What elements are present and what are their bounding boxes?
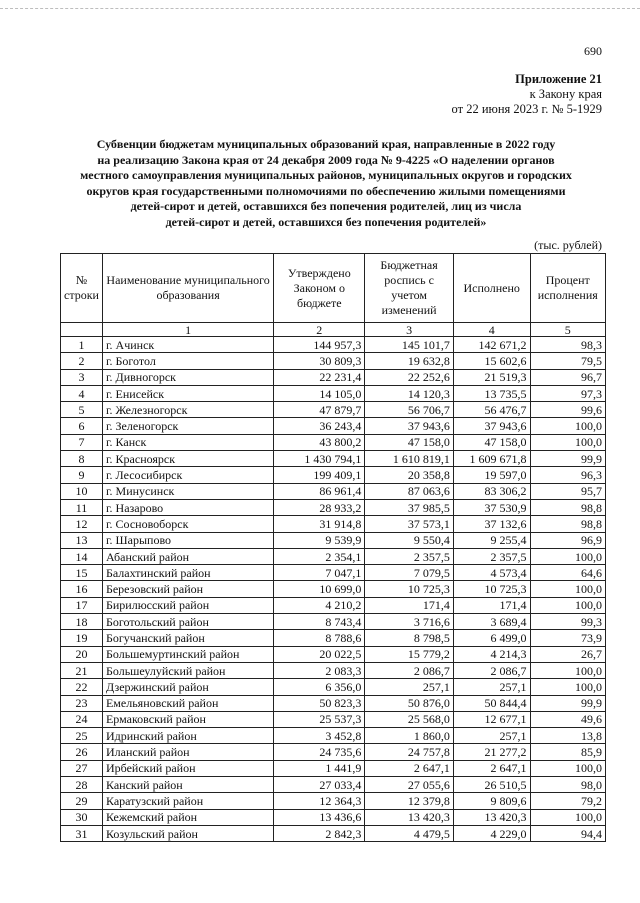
percent-cell: 85,9 [530, 744, 605, 760]
scan-edge-line [0, 8, 640, 10]
row-number-cell: 24 [61, 711, 103, 727]
row-number-cell: 5 [61, 402, 103, 418]
page-number: 690 [584, 44, 602, 58]
header-municipality: Наименование муниципального образования [102, 254, 273, 323]
row-number-cell: 9 [61, 467, 103, 483]
approved-cell: 4 210,2 [274, 597, 365, 613]
percent-cell: 97,3 [530, 385, 605, 401]
row-number-cell: 16 [61, 581, 103, 597]
percent-cell: 99,3 [530, 614, 605, 630]
table-row [61, 581, 606, 597]
budget-schedule-cell: 27 055,6 [365, 777, 454, 793]
table-row [61, 793, 606, 809]
executed-cell: 257,1 [453, 728, 530, 744]
approved-cell: 1 430 794,1 [274, 451, 365, 467]
row-number-cell: 7 [61, 434, 103, 450]
row-number-cell: 25 [61, 728, 103, 744]
municipality-cell: г. Енисейск [102, 385, 273, 401]
percent-cell: 94,4 [530, 825, 605, 841]
executed-cell: 4 573,4 [453, 565, 530, 581]
row-number-cell: 19 [61, 630, 103, 646]
executed-cell: 13 735,5 [453, 385, 530, 401]
percent-cell: 100,0 [530, 597, 605, 613]
table-row [61, 679, 606, 695]
percent-cell: 99,6 [530, 402, 605, 418]
percent-cell: 95,7 [530, 483, 605, 499]
executed-cell: 50 844,4 [453, 695, 530, 711]
executed-cell: 37 132,6 [453, 516, 530, 532]
executed-cell: 3 689,4 [453, 614, 530, 630]
row-number-cell: 27 [61, 760, 103, 776]
municipality-cell: г. Ачинск [102, 337, 273, 353]
approved-cell: 12 364,3 [274, 793, 365, 809]
row-number-cell: 29 [61, 793, 103, 809]
approved-cell: 2 354,1 [274, 548, 365, 564]
table-header-row [61, 254, 606, 323]
executed-cell: 2 357,5 [453, 548, 530, 564]
appendix-title: Приложение 21 [515, 72, 602, 86]
approved-cell: 43 800,2 [274, 434, 365, 450]
table-row [61, 337, 606, 353]
percent-cell: 98,3 [530, 337, 605, 353]
units-label: (тыс. рублей) [534, 238, 602, 252]
percent-cell: 64,6 [530, 565, 605, 581]
row-number-cell: 4 [61, 385, 103, 401]
municipality-cell: Богучанский район [102, 630, 273, 646]
approved-cell: 24 735,6 [274, 744, 365, 760]
table-row [61, 369, 606, 385]
municipality-cell: Емельяновский район [102, 695, 273, 711]
executed-cell: 15 602,6 [453, 353, 530, 369]
row-number-cell: 1 [61, 337, 103, 353]
table-row [61, 744, 606, 760]
budget-schedule-cell: 22 252,6 [365, 369, 454, 385]
executed-cell: 21 519,3 [453, 369, 530, 385]
budget-schedule-cell: 47 158,0 [365, 434, 454, 450]
title-line: местного самоуправления муниципальных районов, муниципальных округов и городских [80, 168, 572, 183]
approved-cell: 25 537,3 [274, 711, 365, 727]
approved-cell: 9 539,9 [274, 532, 365, 548]
municipality-cell: Балахтинский район [102, 565, 273, 581]
executed-cell: 47 158,0 [453, 434, 530, 450]
budget-schedule-cell: 145 101,7 [365, 337, 454, 353]
appendix-date: от 22 июня 2023 г. № 5-1929 [451, 102, 602, 116]
budget-schedule-cell: 7 079,5 [365, 565, 454, 581]
table-row [61, 809, 606, 825]
approved-cell: 1 441,9 [274, 760, 365, 776]
approved-cell: 3 452,8 [274, 728, 365, 744]
column-number: 1 [102, 323, 273, 337]
executed-cell: 4 214,3 [453, 646, 530, 662]
column-number-row [61, 323, 606, 337]
table-row [61, 760, 606, 776]
approved-cell: 86 961,4 [274, 483, 365, 499]
municipality-cell: г. Лесосибирск [102, 467, 273, 483]
budget-schedule-cell: 20 358,8 [365, 467, 454, 483]
approved-cell: 2 083,3 [274, 662, 365, 678]
municipality-cell: Иланский район [102, 744, 273, 760]
executed-cell: 171,4 [453, 597, 530, 613]
municipality-cell: г. Канск [102, 434, 273, 450]
municipality-cell: Ирбейский район [102, 760, 273, 776]
municipality-cell: Большеулуйский район [102, 662, 273, 678]
budget-schedule-cell: 14 120,3 [365, 385, 454, 401]
row-number-cell: 13 [61, 532, 103, 548]
budget-schedule-cell: 87 063,6 [365, 483, 454, 499]
percent-cell: 98,0 [530, 777, 605, 793]
table-row [61, 662, 606, 678]
table-row [61, 777, 606, 793]
municipality-cell: г. Боготол [102, 353, 273, 369]
executed-cell: 37 943,6 [453, 418, 530, 434]
executed-cell: 10 725,3 [453, 581, 530, 597]
percent-cell: 26,7 [530, 646, 605, 662]
header-executed: Исполнено [453, 254, 530, 323]
approved-cell: 144 957,3 [274, 337, 365, 353]
budget-schedule-cell: 13 420,3 [365, 809, 454, 825]
appendix-reference [452, 72, 602, 117]
approved-cell: 28 933,2 [274, 499, 365, 515]
table-row [61, 451, 606, 467]
budget-schedule-cell: 4 479,5 [365, 825, 454, 841]
budget-schedule-cell: 37 943,6 [365, 418, 454, 434]
row-number-cell: 28 [61, 777, 103, 793]
title-line: детей-сирот и детей, оставшихся без попечения родителей» [165, 214, 487, 229]
budget-schedule-cell: 50 876,0 [365, 695, 454, 711]
percent-cell: 96,7 [530, 369, 605, 385]
table-row [61, 467, 606, 483]
row-number-cell: 8 [61, 451, 103, 467]
row-number-cell: 22 [61, 679, 103, 695]
column-number: 2 [274, 323, 365, 337]
title-line: Субвенции бюджетам муниципальных образований края, направленные в 2022 году [96, 137, 556, 151]
percent-cell: 100,0 [530, 418, 605, 434]
municipality-cell: Ермаковский район [102, 711, 273, 727]
row-number-cell: 17 [61, 597, 103, 613]
municipality-cell: г. Дивногорск [102, 369, 273, 385]
percent-cell: 100,0 [530, 662, 605, 678]
executed-cell: 21 277,2 [453, 744, 530, 760]
percent-cell: 98,8 [530, 499, 605, 515]
municipality-cell: Большемуртинский район [102, 646, 273, 662]
municipality-cell: г. Зеленогорск [102, 418, 273, 434]
executed-cell: 9 809,6 [453, 793, 530, 809]
municipality-cell: г. Шарыпово [102, 532, 273, 548]
table-row [61, 695, 606, 711]
municipality-cell: г. Железногорск [102, 402, 273, 418]
executed-cell: 19 597,0 [453, 467, 530, 483]
table-row [61, 711, 606, 727]
municipality-cell: Боготольский район [102, 614, 273, 630]
approved-cell: 199 409,1 [274, 467, 365, 483]
budget-schedule-cell: 12 379,8 [365, 793, 454, 809]
row-number-cell: 26 [61, 744, 103, 760]
approved-cell: 14 105,0 [274, 385, 365, 401]
executed-cell: 4 229,0 [453, 825, 530, 841]
percent-cell: 100,0 [530, 434, 605, 450]
municipality-cell: Абанский район [102, 548, 273, 564]
budget-schedule-cell: 37 985,5 [365, 499, 454, 515]
municipality-cell: г. Сосновоборск [102, 516, 273, 532]
approved-cell: 6 356,0 [274, 679, 365, 695]
percent-cell: 79,5 [530, 353, 605, 369]
table-row [61, 532, 606, 548]
table-row [61, 434, 606, 450]
appendix-law: к Закону края [529, 87, 602, 101]
approved-cell: 8 743,4 [274, 614, 365, 630]
executed-cell: 2 086,7 [453, 662, 530, 678]
budget-schedule-cell: 2 357,5 [365, 548, 454, 564]
approved-cell: 47 879,7 [274, 402, 365, 418]
approved-cell: 50 823,3 [274, 695, 365, 711]
column-number: 4 [453, 323, 530, 337]
column-number: 5 [530, 323, 605, 337]
executed-cell: 2 647,1 [453, 760, 530, 776]
budget-schedule-cell: 257,1 [365, 679, 454, 695]
municipality-cell: г. Назарово [102, 499, 273, 515]
budget-schedule-cell: 1 610 819,1 [365, 451, 454, 467]
municipality-cell: Каратузский район [102, 793, 273, 809]
table-row [61, 548, 606, 564]
row-number-cell: 15 [61, 565, 103, 581]
percent-cell: 98,8 [530, 516, 605, 532]
row-number-cell: 31 [61, 825, 103, 841]
municipality-cell: Канский район [102, 777, 273, 793]
approved-cell: 36 243,4 [274, 418, 365, 434]
percent-cell: 79,2 [530, 793, 605, 809]
row-number-cell: 30 [61, 809, 103, 825]
column-number: 3 [365, 323, 454, 337]
budget-schedule-cell: 9 550,4 [365, 532, 454, 548]
document-title [56, 137, 596, 231]
executed-cell: 37 530,9 [453, 499, 530, 515]
row-number-cell: 11 [61, 499, 103, 515]
approved-cell: 8 788,6 [274, 630, 365, 646]
table-row [61, 630, 606, 646]
executed-cell: 142 671,2 [453, 337, 530, 353]
approved-cell: 13 436,6 [274, 809, 365, 825]
table-row [61, 483, 606, 499]
approved-cell: 20 022,5 [274, 646, 365, 662]
percent-cell: 49,6 [530, 711, 605, 727]
table-row [61, 516, 606, 532]
budget-schedule-cell: 8 798,5 [365, 630, 454, 646]
title-line: на реализацию Закона края от 24 декабря 2009 года № 9-4225 «О наделении органов [97, 152, 555, 167]
table-body [61, 337, 606, 842]
table-row [61, 565, 606, 581]
row-number-cell: 18 [61, 614, 103, 630]
table-row [61, 385, 606, 401]
budget-schedule-cell: 2 647,1 [365, 760, 454, 776]
table-row [61, 614, 606, 630]
row-number-cell: 6 [61, 418, 103, 434]
percent-cell: 99,9 [530, 695, 605, 711]
subventions-table [60, 253, 606, 842]
budget-schedule-cell: 10 725,3 [365, 581, 454, 597]
row-number-cell: 2 [61, 353, 103, 369]
approved-cell: 31 914,8 [274, 516, 365, 532]
percent-cell: 100,0 [530, 548, 605, 564]
row-number-cell: 12 [61, 516, 103, 532]
row-number-cell: 10 [61, 483, 103, 499]
column-number-blank [61, 323, 103, 337]
percent-cell: 13,8 [530, 728, 605, 744]
budget-schedule-cell: 19 632,8 [365, 353, 454, 369]
row-number-cell: 3 [61, 369, 103, 385]
percent-cell: 100,0 [530, 809, 605, 825]
executed-cell: 56 476,7 [453, 402, 530, 418]
row-number-cell: 21 [61, 662, 103, 678]
table-row [61, 418, 606, 434]
executed-cell: 9 255,4 [453, 532, 530, 548]
percent-cell: 100,0 [530, 679, 605, 695]
approved-cell: 22 231,4 [274, 369, 365, 385]
header-approved: Утверждено Законом о бюджете [274, 254, 365, 323]
approved-cell: 30 809,3 [274, 353, 365, 369]
row-number-cell: 23 [61, 695, 103, 711]
executed-cell: 6 499,0 [453, 630, 530, 646]
municipality-cell: Идринский район [102, 728, 273, 744]
executed-cell: 12 677,1 [453, 711, 530, 727]
executed-cell: 26 510,5 [453, 777, 530, 793]
executed-cell: 13 420,3 [453, 809, 530, 825]
title-line: округов края государственными полномочиями по обеспечению жилыми помещениями [86, 183, 566, 198]
budget-schedule-cell: 3 716,6 [365, 614, 454, 630]
title-line: детей-сирот и детей, оставшихся без попечения родителей, лиц из числа [130, 199, 522, 214]
percent-cell: 96,3 [530, 467, 605, 483]
percent-cell: 96,9 [530, 532, 605, 548]
table-row [61, 353, 606, 369]
table-row [61, 402, 606, 418]
budget-schedule-cell: 171,4 [365, 597, 454, 613]
budget-schedule-cell: 1 860,0 [365, 728, 454, 744]
table-row [61, 499, 606, 515]
budget-schedule-cell: 15 779,2 [365, 646, 454, 662]
table-row [61, 597, 606, 613]
header-percent: Процент исполнения [530, 254, 605, 323]
row-number-cell: 20 [61, 646, 103, 662]
municipality-cell: г. Минусинск [102, 483, 273, 499]
budget-schedule-cell: 24 757,8 [365, 744, 454, 760]
budget-schedule-cell: 37 573,1 [365, 516, 454, 532]
table-row [61, 728, 606, 744]
municipality-cell: Бирилюсский район [102, 597, 273, 613]
approved-cell: 2 842,3 [274, 825, 365, 841]
table-row [61, 825, 606, 841]
percent-cell: 100,0 [530, 581, 605, 597]
budget-schedule-cell: 25 568,0 [365, 711, 454, 727]
executed-cell: 1 609 671,8 [453, 451, 530, 467]
header-budget-schedule: Бюджетная роспись с учетом изменений [365, 254, 454, 323]
row-number-cell: 14 [61, 548, 103, 564]
municipality-cell: Дзержинский район [102, 679, 273, 695]
approved-cell: 27 033,4 [274, 777, 365, 793]
municipality-cell: Кежемский район [102, 809, 273, 825]
approved-cell: 7 047,1 [274, 565, 365, 581]
budget-schedule-cell: 2 086,7 [365, 662, 454, 678]
executed-cell: 83 306,2 [453, 483, 530, 499]
approved-cell: 10 699,0 [274, 581, 365, 597]
municipality-cell: Козульский район [102, 825, 273, 841]
percent-cell: 73,9 [530, 630, 605, 646]
header-row-number: № строки [61, 254, 103, 323]
municipality-cell: Березовский район [102, 581, 273, 597]
municipality-cell: г. Красноярск [102, 451, 273, 467]
budget-schedule-cell: 56 706,7 [365, 402, 454, 418]
executed-cell: 257,1 [453, 679, 530, 695]
percent-cell: 100,0 [530, 760, 605, 776]
table-row [61, 646, 606, 662]
percent-cell: 99,9 [530, 451, 605, 467]
